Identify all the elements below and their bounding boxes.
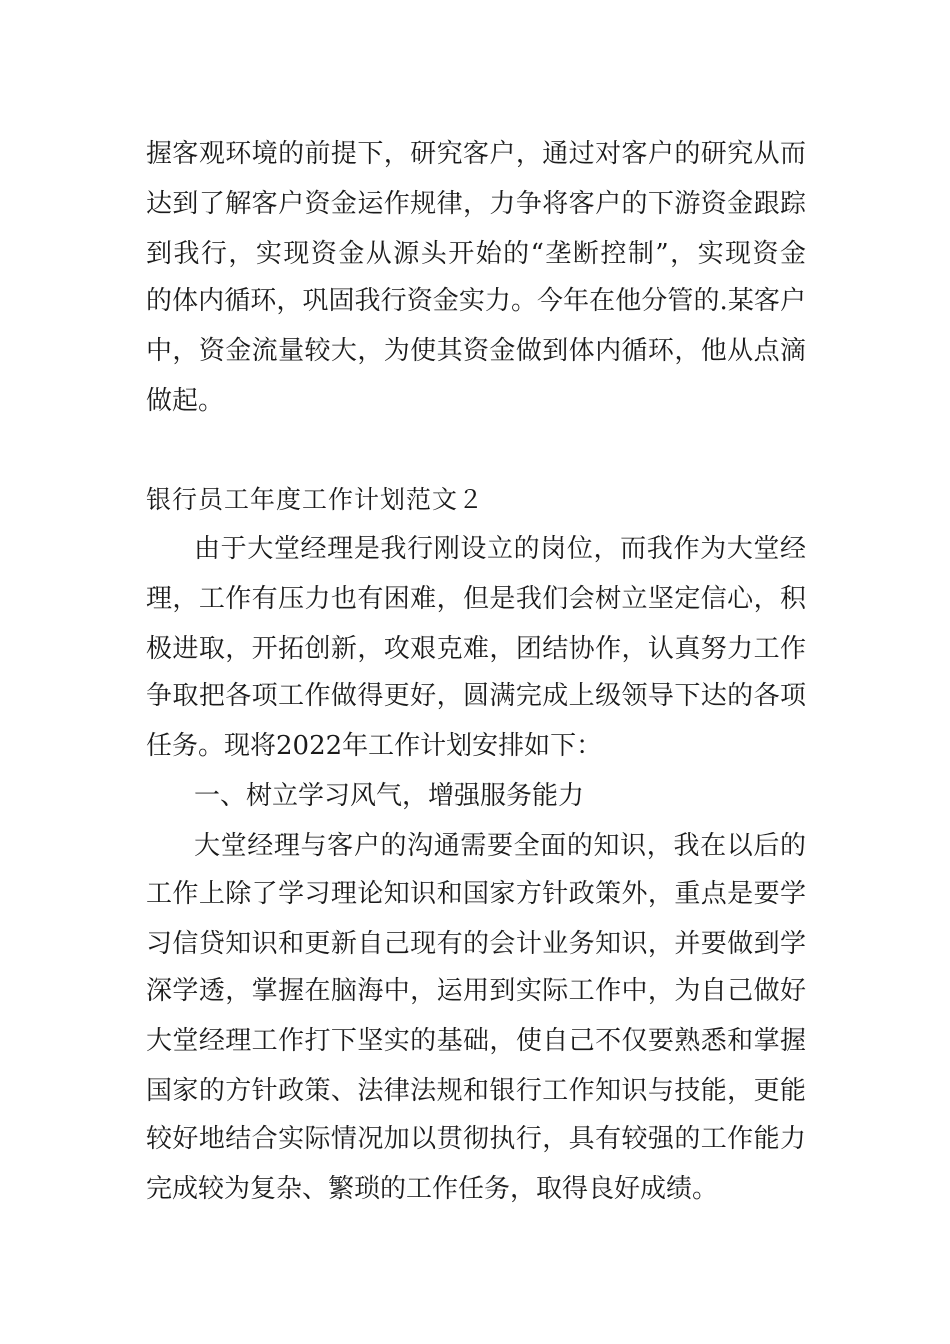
paragraph-line: 的体内循环，巩固我行资金实力。今年在他分管的.某客户	[146, 286, 806, 316]
paragraph-line: 大堂经理工作打下坚实的基础，使自己不仅要熟悉和掌握	[146, 1026, 806, 1056]
paragraph-line: 争取把各项工作做得更好，圆满完成上级领导下达的各项	[146, 681, 806, 711]
paragraph-line: 完成较为复杂、繁琐的工作任务，取得良好成绩。	[146, 1174, 719, 1204]
paragraph-line: 大堂经理与客户的沟通需要全面的知识，我在以后的	[194, 831, 806, 861]
subheading: 一、树立学习风气，增强服务能力	[194, 781, 585, 811]
paragraph-line: 国家的方针政策、法律法规和银行工作知识与技能，更能	[146, 1076, 806, 1106]
paragraph-line: 做起。	[146, 386, 225, 416]
paragraph-line: 达到了解客户资金运作规律，力争将客户的下游资金跟踪	[146, 189, 806, 219]
paragraph-line: 习信贷知识和更新自己现有的会计业务知识，并要做到学	[146, 929, 806, 959]
paragraph-line: 较好地结合实际情况加以贯彻执行，具有较强的工作能力	[146, 1124, 806, 1154]
paragraph-line: 到我行，实现资金从源头开始的“垄断控制”，实现资金	[146, 239, 806, 269]
paragraph-line: 工作上除了学习理论知识和国家方针政策外，重点是要学	[146, 879, 806, 909]
paragraph-line: 中，资金流量较大，为使其资金做到体内循环，他从点滴	[146, 336, 806, 366]
paragraph-line: 任务。现将2022年工作计划安排如下：	[146, 731, 603, 761]
section-title: 银行员工年度工作计划范文２	[146, 485, 485, 514]
paragraph-line: 极进取，开拓创新，攻艰克难，团结协作，认真努力工作	[146, 634, 806, 664]
paragraph-line: 深学透，掌握在脑海中，运用到实际工作中，为自己做好	[146, 976, 806, 1006]
paragraph-line: 由于大堂经理是我行刚设立的岗位，而我作为大堂经	[194, 534, 806, 564]
paragraph-line: 握客观环境的前提下，研究客户，通过对客户的研究从而	[146, 139, 806, 169]
paragraph-line: 理，工作有压力也有困难，但是我们会树立坚定信心，积	[146, 584, 806, 614]
